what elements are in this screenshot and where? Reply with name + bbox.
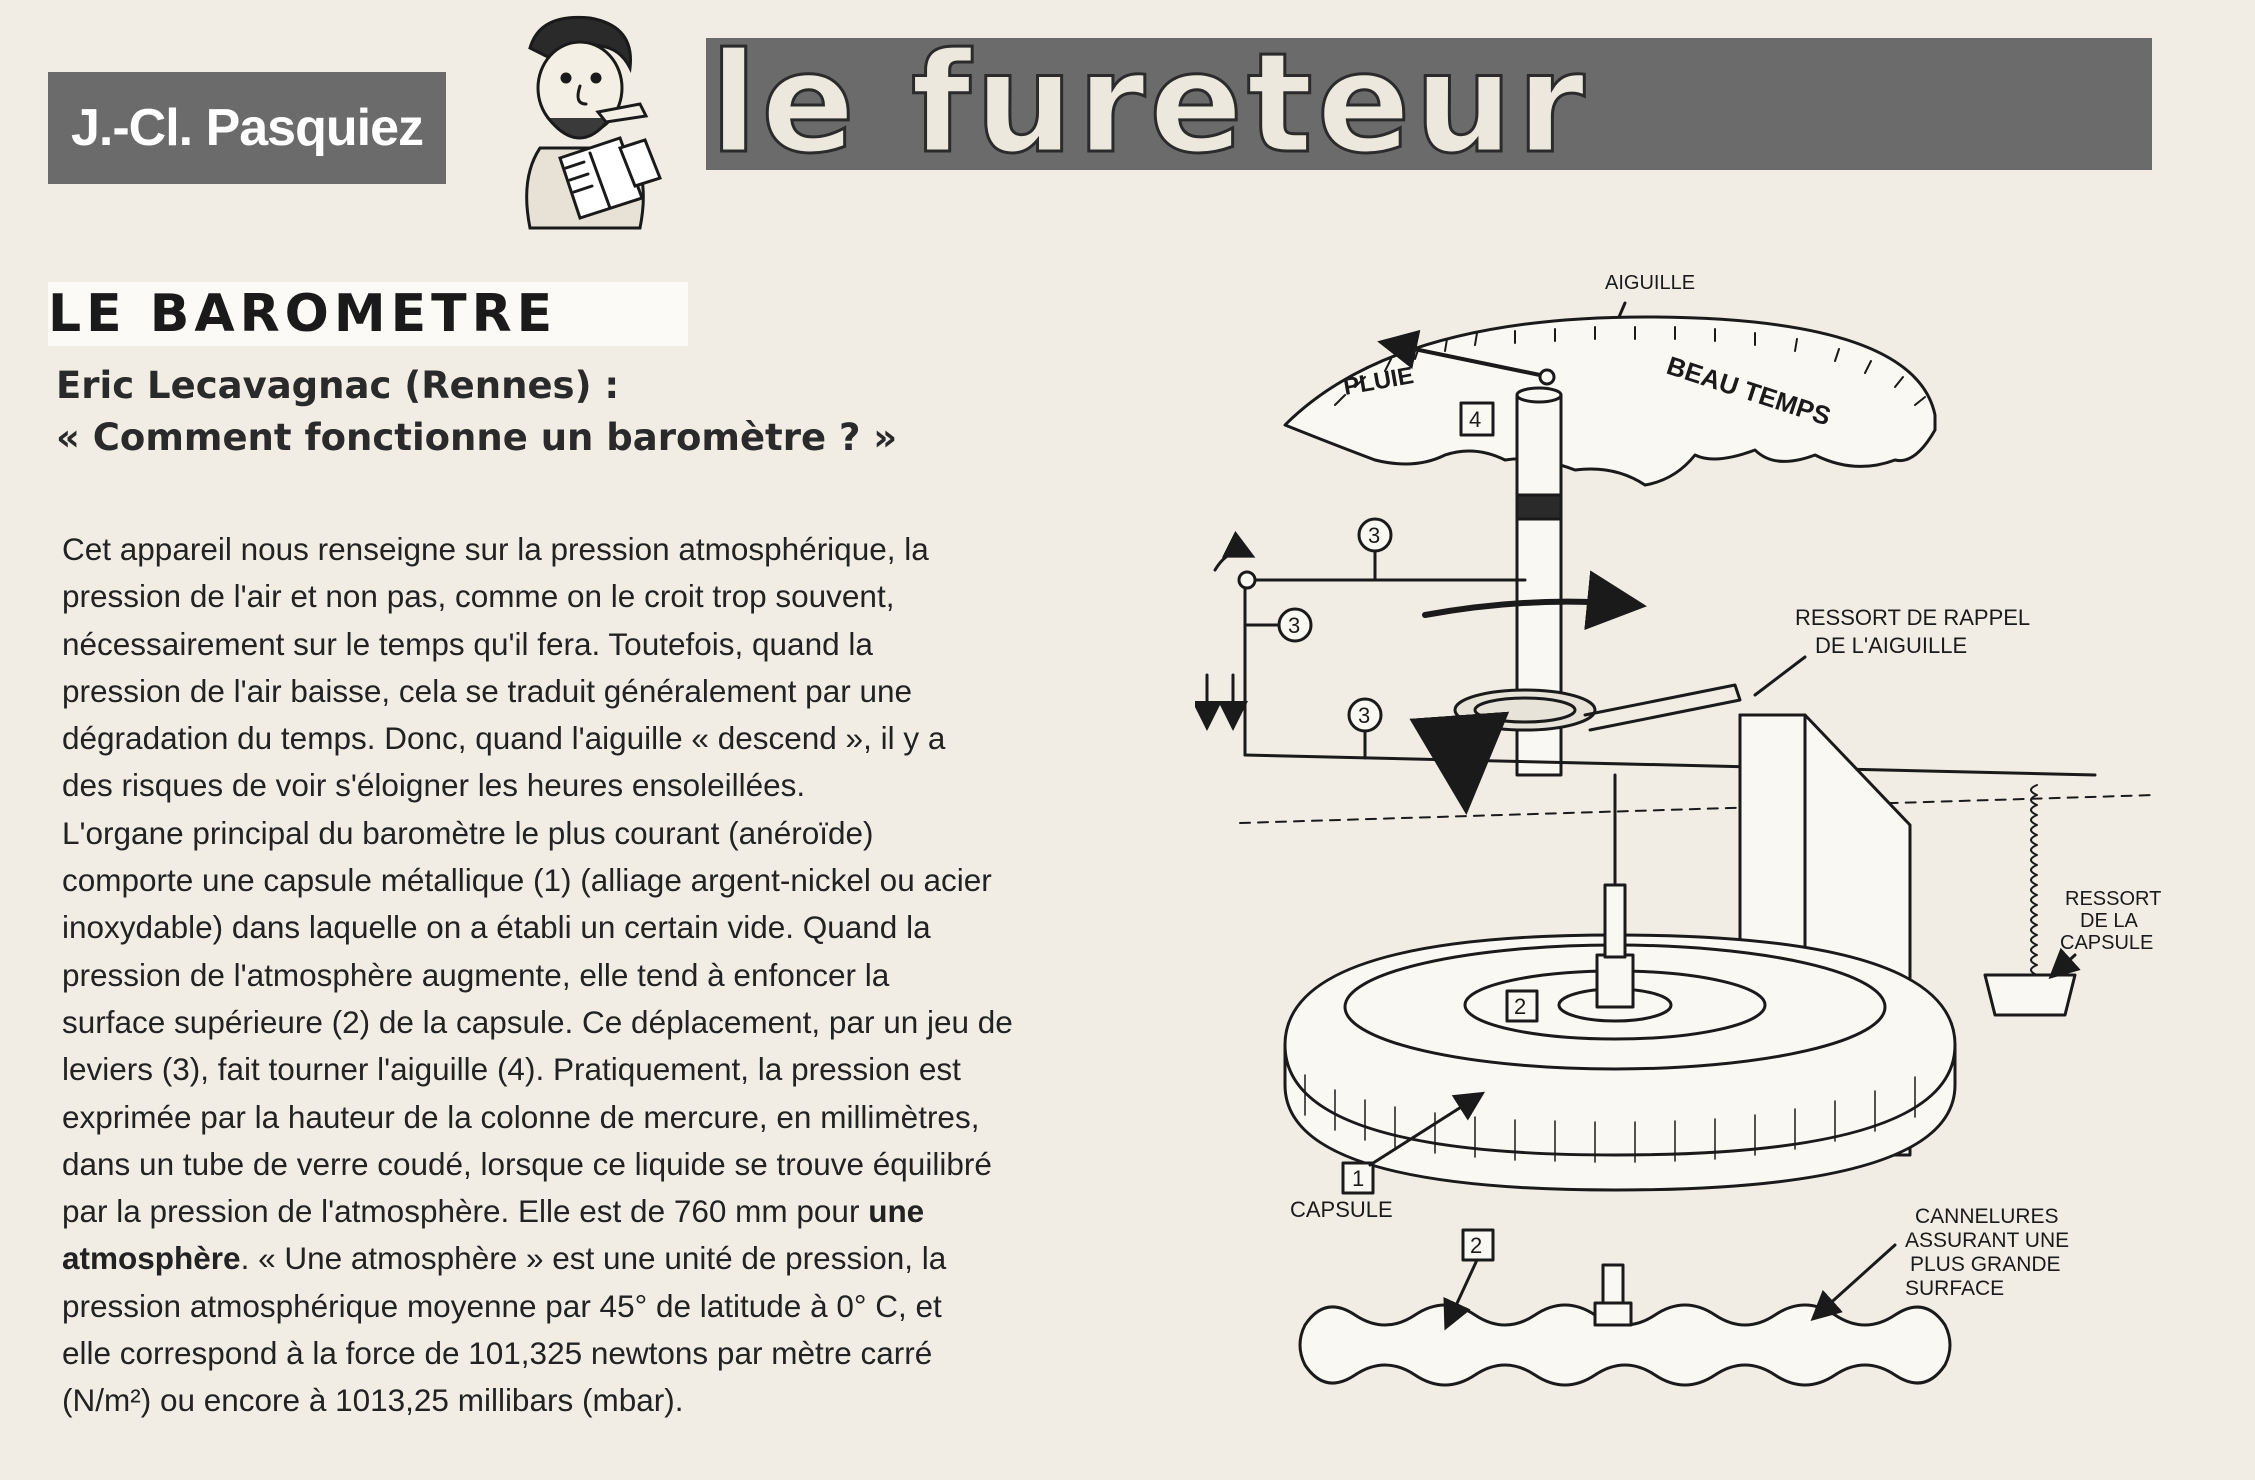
- author-name: J.-Cl. Pasquiez: [48, 72, 446, 184]
- body-segment: . « Une atmosphère » est une unité de pression, la: [240, 1240, 947, 1277]
- label-ressort-capsule-line3: CAPSULE: [2060, 932, 2154, 954]
- callout-4: 4: [1469, 407, 1482, 432]
- body-line: pression de l'atmosphère augmente, elle tend à enfoncer la: [62, 956, 890, 993]
- body-line: dans un tube de verre coudé, lorsque ce liquide se trouve équilibré: [62, 1145, 992, 1182]
- reader-question: [56, 360, 1016, 464]
- body-line: comporte une capsule métallique (1) (alliage argent-nickel ou acier: [62, 862, 992, 899]
- body-line: exprimée par la hauteur de la colonne de mercure, en millimètres,: [62, 1098, 980, 1135]
- column-title: le fureteur: [710, 23, 1589, 184]
- body-bold-segment: atmosphère: [62, 1240, 241, 1277]
- callout-1: 1: [1352, 1166, 1365, 1191]
- article-body: [62, 526, 1192, 1425]
- body-line: leviers (3), fait tourner l'aiguille (4). Pratiquement, la pression est: [62, 1051, 961, 1088]
- callout-2-bottom: 2: [1470, 1233, 1483, 1258]
- label-cannelures-line3: PLUS GRANDE: [1910, 1253, 2061, 1276]
- body-line: (N/m²) ou encore à 1013,25 millibars (mbar).: [62, 1382, 684, 1419]
- callout-3-top: 3: [1368, 523, 1381, 548]
- label-cannelures-line1: CANNELURES: [1915, 1205, 2059, 1228]
- label-ressort-capsule-line2: DE LA: [2080, 910, 2138, 932]
- body-line: [62, 1188, 1192, 1235]
- label-cannelures-line4: SURFACE: [1905, 1277, 2005, 1300]
- body-line: [62, 1235, 1192, 1282]
- label-ressort-capsule-line1: RESSORT: [2065, 888, 2162, 910]
- label-capsule: CAPSULE: [1290, 1197, 1393, 1222]
- body-line: surface supérieure (2) de la capsule. Ce déplacement, par un jeu de: [62, 1003, 1013, 1040]
- body-line: L'organe principal du baromètre le plus courant (anéroïde): [62, 814, 874, 851]
- body-bold-segment: une: [868, 1193, 925, 1230]
- body-line: elle correspond à la force de 101,325 newtons par mètre carré: [62, 1335, 933, 1372]
- dial-label-beau-temps: BEAU TEMPS: [1663, 350, 1835, 432]
- dial-face: [1285, 317, 1935, 485]
- body-line: pression de l'air baisse, cela se traduit généralement par une: [62, 672, 913, 709]
- label-aiguille: AIGUILLE: [1605, 272, 1696, 294]
- body-line: pression atmosphérique moyenne par 45° de latitude à 0° C, et: [62, 1287, 942, 1324]
- column-banner: [706, 23, 2152, 184]
- question-author: Eric Lecavagnac (Rennes) :: [56, 364, 620, 407]
- label-ressort-rappel-line2: DE L'AIGUILLE: [1815, 633, 1968, 658]
- body-line: nécessairement sur le temps qu'il fera. Toutefois, quand la: [62, 625, 873, 662]
- callout-3-low: 3: [1358, 703, 1371, 728]
- body-segment: par la pression de l'atmosphère. Elle est de 760 mm pour: [62, 1193, 869, 1230]
- callout-3-mid: 3: [1288, 613, 1301, 638]
- body-line: dégradation du temps. Donc, quand l'aiguille « descend », il y a: [62, 720, 946, 757]
- body-line: des risques de voir s'éloigner les heures ensoleillées.: [62, 767, 806, 804]
- barometer-diagram: [1195, 255, 2215, 1395]
- question-text: « Comment fonctionne un baromètre ? »: [56, 416, 898, 459]
- label-ressort-rappel-line1: RESSORT DE RAPPEL: [1795, 605, 2031, 630]
- article-title: LE BAROMETRE: [48, 282, 688, 346]
- dial-label-pluie: PLUIE: [1341, 362, 1416, 401]
- body-line: Cet appareil nous renseigne sur la pression atmosphérique, la: [62, 531, 929, 567]
- callout-2-top: 2: [1514, 994, 1527, 1019]
- body-line: pression de l'air et non pas, comme on le croit trop souvent,: [62, 578, 895, 615]
- reader-mascot-illustration: [470, 8, 680, 236]
- body-line: inoxydable) dans laquelle on a établi un certain vide. Quand la: [62, 909, 931, 946]
- label-cannelures-line2: ASSURANT UNE: [1905, 1229, 2070, 1252]
